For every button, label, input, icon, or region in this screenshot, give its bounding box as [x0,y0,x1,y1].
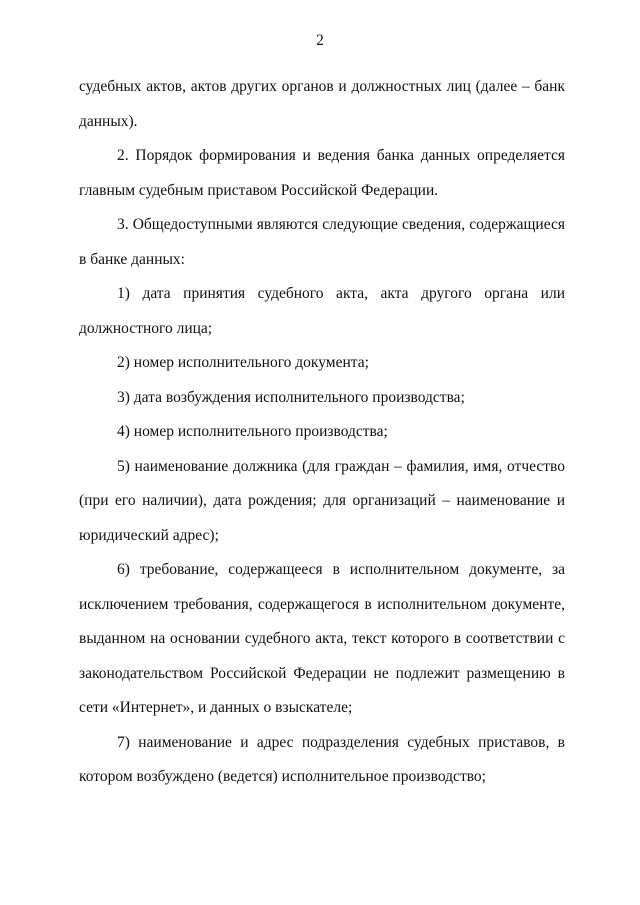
paragraph-continuation: судебных актов, актов других органов и должностных лиц (далее – банк данных). [79,78,565,130]
page-number: 2 [316,32,324,49]
list-item-5: 5) наименование должника (для граждан – фамилия, имя, отчество (при его наличии), дата рождения; для организаций – наименование и юридический адрес); [79,457,565,544]
document-body [79,70,565,795]
paragraph-item-2: 2. Порядок формирования и ведения банка данных определяется главным судебным приставом Российской Федерации. [79,147,565,199]
list-item-6: 6) требование, содержащееся в исполнительном документе, за исключением требования, содержащегося в исполнительном документе, выданном на основании судебного акта, текст которого в соответствии с законодательством Российской Федерации не подлежит размещению в сети «Интернет», и данных о взыскателе; [79,561,565,716]
list-item-7: 7) наименование и адрес подразделения судебных приставов, в котором возбуждено (ведется) исполнительное производство; [79,733,565,785]
list-item-3: 3) дата возбуждения исполнительного производства; [117,388,465,406]
list-item-1: 1) дата принятия судебного акта, акта другого органа или должностного лица; [79,285,565,337]
paragraph-item-3: 3. Общедоступными являются следующие сведения, содержащиеся в банке данных: [79,216,565,268]
list-item-2: 2) номер исполнительного документа; [117,354,369,371]
list-item-4: 4) номер исполнительного производства; [117,423,388,440]
